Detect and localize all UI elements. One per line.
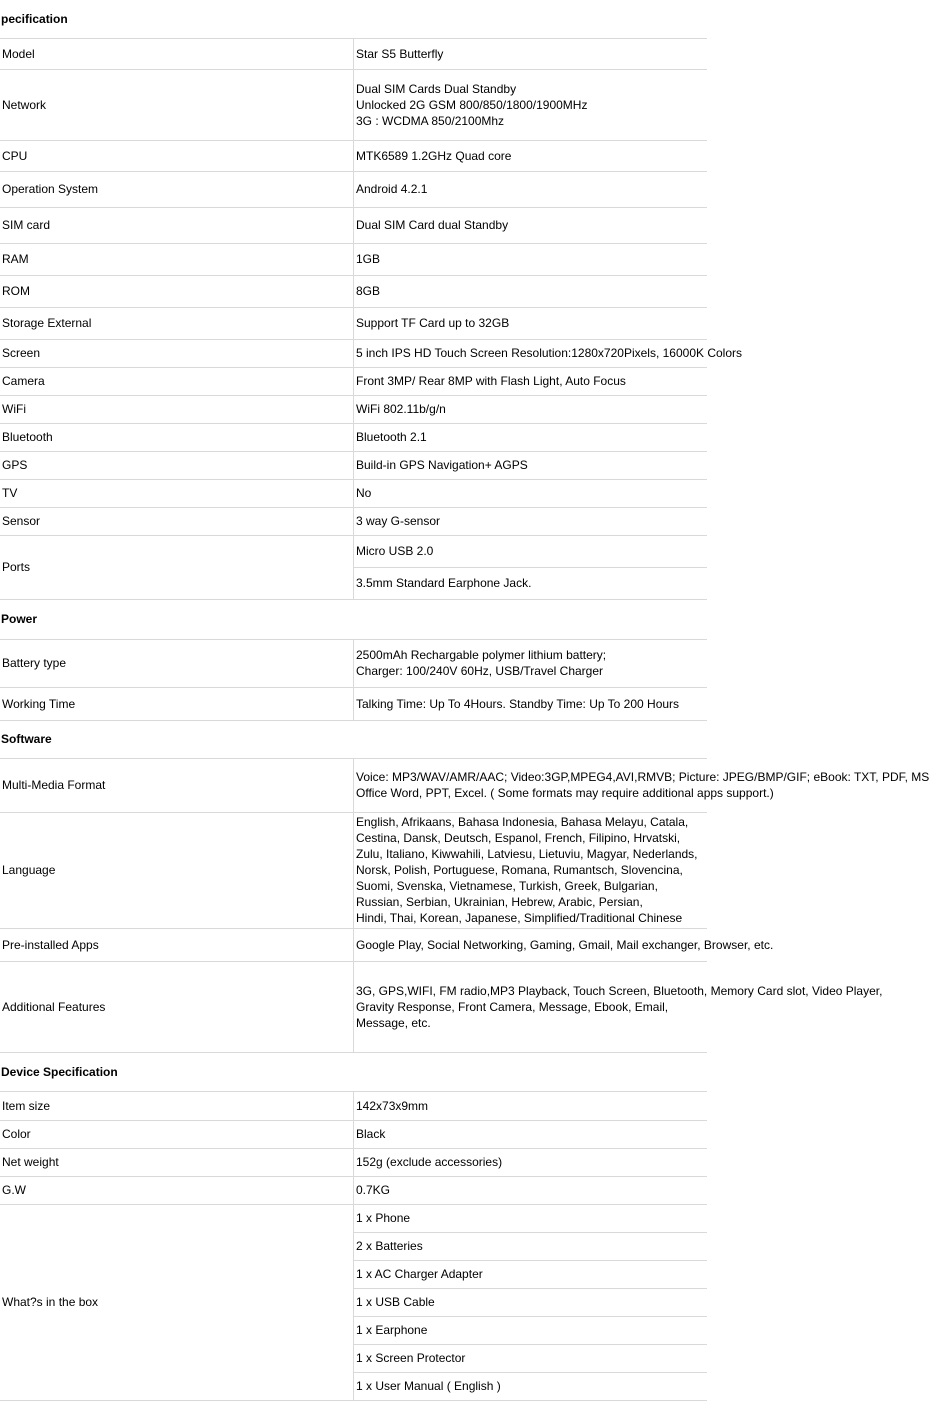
row-value: 8GB	[354, 275, 708, 307]
row-label: Net weight	[0, 1148, 354, 1176]
row-value: No	[354, 479, 708, 507]
row-value: Support TF Card up to 32GB	[354, 307, 708, 339]
row-label: Color	[0, 1120, 354, 1148]
section-header	[0, 720, 707, 758]
features-line: 3G, GPS,WIFI, FM radio,MP3 Playback, Touch Screen, Bluetooth, Memory Card slot, Video Player,	[356, 983, 883, 998]
table-row	[0, 1091, 707, 1120]
network-line: 3G : WCDMA 850/2100Mhz	[356, 113, 505, 128]
row-value: Build-in GPS Navigation+ AGPS	[354, 451, 708, 479]
row-label: CPU	[0, 140, 354, 171]
section-title-specification: pecification	[0, 0, 707, 38]
media-line: Office Word, PPT, Excel. ( Some formats may require additional apps support.)	[356, 786, 774, 800]
row-value: 3 way G-sensor	[354, 507, 708, 535]
language-line: English, Afrikaans, Bahasa Indonesia, Bahasa Melayu, Catala,	[356, 815, 689, 829]
media-line: Voice: MP3/WAV/AMR/AAC; Video:3GP,MPEG4,AVI,RMVB; Picture: JPEG/BMP/GIF; eBook: TXT, PDF, MS	[356, 770, 929, 784]
section-header	[0, 599, 707, 639]
row-value: 142x73x9mm	[354, 1091, 708, 1120]
row-label: WiFi	[0, 395, 354, 423]
section-title-device: Device Specification	[0, 1052, 707, 1091]
row-value: Dual SIM Card dual Standby	[354, 207, 708, 243]
row-label: Network	[0, 69, 354, 140]
row-value: Bluetooth 2.1	[354, 423, 708, 451]
table-row	[0, 535, 707, 567]
table-row	[0, 639, 707, 687]
network-line: Unlocked 2G GSM 800/850/1800/1900MHz	[356, 97, 588, 112]
row-label: Bluetooth	[0, 423, 354, 451]
row-label: Pre-installed Apps	[0, 928, 354, 961]
table-row	[0, 507, 707, 535]
language-line: Norsk, Polish, Portuguese, Romana, Rumantsch, Slovencina,	[356, 863, 683, 877]
row-value: WiFi 802.11b/g/n	[354, 395, 708, 423]
table-row	[0, 395, 707, 423]
table-row	[0, 451, 707, 479]
row-label: Sensor	[0, 507, 354, 535]
row-value: Black	[354, 1120, 708, 1148]
table-row	[0, 758, 707, 812]
row-value	[354, 639, 708, 687]
row-label: Working Time	[0, 687, 354, 720]
row-label: Additional Features	[0, 961, 354, 1052]
table-row	[0, 367, 707, 395]
row-value: Talking Time: Up To 4Hours. Standby Time: Up To 200 Hours	[354, 687, 708, 720]
row-label: GPS	[0, 451, 354, 479]
row-value: 1 x USB Cable	[354, 1288, 708, 1316]
row-value	[354, 812, 708, 928]
table-row	[0, 243, 707, 275]
table-row	[0, 275, 707, 307]
row-label: Screen	[0, 339, 354, 367]
row-value: MTK6589 1.2GHz Quad core	[354, 140, 708, 171]
row-label: Item size	[0, 1091, 354, 1120]
table-row	[0, 961, 707, 1052]
row-label: Battery type	[0, 639, 354, 687]
features-line: Gravity Response, Front Camera, Message, Ebook, Email,	[356, 999, 669, 1014]
language-line: Cestina, Dansk, Deutsch, Espanol, French, Filipino, Hrvatski,	[356, 831, 681, 845]
network-line: Dual SIM Cards Dual Standby	[356, 81, 517, 96]
row-value: Star S5 Butterfly	[354, 38, 708, 69]
features-line: Message, etc.	[356, 1015, 431, 1030]
row-value: 1 x AC Charger Adapter	[354, 1260, 708, 1288]
language-line: Suomi, Svenska, Vietnamese, Turkish, Greek, Bulgarian,	[356, 879, 658, 893]
row-value: 1 x Phone	[354, 1204, 708, 1232]
language-line: Russian, Serbian, Ukrainian, Hebrew, Arabic, Persian,	[356, 895, 643, 909]
row-label: Operation System	[0, 171, 354, 207]
row-label: Model	[0, 38, 354, 69]
row-value	[354, 758, 929, 812]
table-row	[0, 69, 707, 140]
table-row	[0, 687, 707, 720]
table-row	[0, 307, 707, 339]
row-value: 1 x User Manual ( English )	[354, 1372, 708, 1400]
row-label: Language	[0, 812, 354, 928]
table-row	[0, 171, 707, 207]
row-value: Front 3MP/ Rear 8MP with Flash Light, Auto Focus	[354, 367, 708, 395]
row-label: Ports	[0, 535, 354, 599]
row-label: TV	[0, 479, 354, 507]
table-row	[0, 1148, 707, 1176]
section-title-software: Software	[0, 720, 707, 758]
table-row	[0, 1176, 707, 1204]
row-value: Android 4.2.1	[354, 171, 708, 207]
row-label: SIM card	[0, 207, 354, 243]
section-header	[0, 1052, 707, 1091]
battery-line: 2500mAh Rechargable polymer lithium battery;	[356, 648, 607, 662]
row-value	[354, 961, 883, 1052]
row-value	[354, 69, 708, 140]
row-value: Micro USB 2.0	[354, 535, 708, 567]
row-value: 5 inch IPS HD Touch Screen Resolution:1280x720Pixels, 16000K Colors	[354, 339, 708, 367]
row-value: 152g (exclude accessories)	[354, 1148, 708, 1176]
table-row	[0, 423, 707, 451]
table-row	[0, 812, 707, 928]
language-line: Hindi, Thai, Korean, Japanese, Simplified/Traditional Chinese	[356, 911, 683, 925]
table-row	[0, 339, 707, 367]
row-value: 1GB	[354, 243, 708, 275]
table-row	[0, 38, 707, 69]
row-label: What?s in the box	[0, 1204, 354, 1400]
row-value: 3.5mm Standard Earphone Jack.	[354, 567, 708, 599]
table-row	[0, 140, 707, 171]
battery-line: Charger: 100/240V 60Hz, USB/Travel Charger	[356, 664, 604, 678]
language-line: Zulu, Italiano, Kiwwahili, Latviesu, Lietuviu, Magyar, Nederlands,	[356, 847, 698, 861]
row-label: Multi-Media Format	[0, 758, 354, 812]
row-label: Storage External	[0, 307, 354, 339]
table-row	[0, 479, 707, 507]
table-row	[0, 207, 707, 243]
row-value: 2 x Batteries	[354, 1232, 708, 1260]
row-value: 0.7KG	[354, 1176, 708, 1204]
row-label: G.W	[0, 1176, 354, 1204]
row-value: 1 x Earphone	[354, 1316, 708, 1344]
section-title-power: Power	[0, 599, 707, 639]
table-row	[0, 1120, 707, 1148]
row-value: 1 x Screen Protector	[354, 1344, 708, 1372]
row-label: Camera	[0, 367, 354, 395]
row-label: ROM	[0, 275, 354, 307]
table-row	[0, 928, 707, 961]
table-row	[0, 1204, 707, 1232]
section-header	[0, 0, 707, 38]
row-label: RAM	[0, 243, 354, 275]
row-value: Google Play, Social Networking, Gaming, Gmail, Mail exchanger, Browser, etc.	[354, 928, 708, 961]
